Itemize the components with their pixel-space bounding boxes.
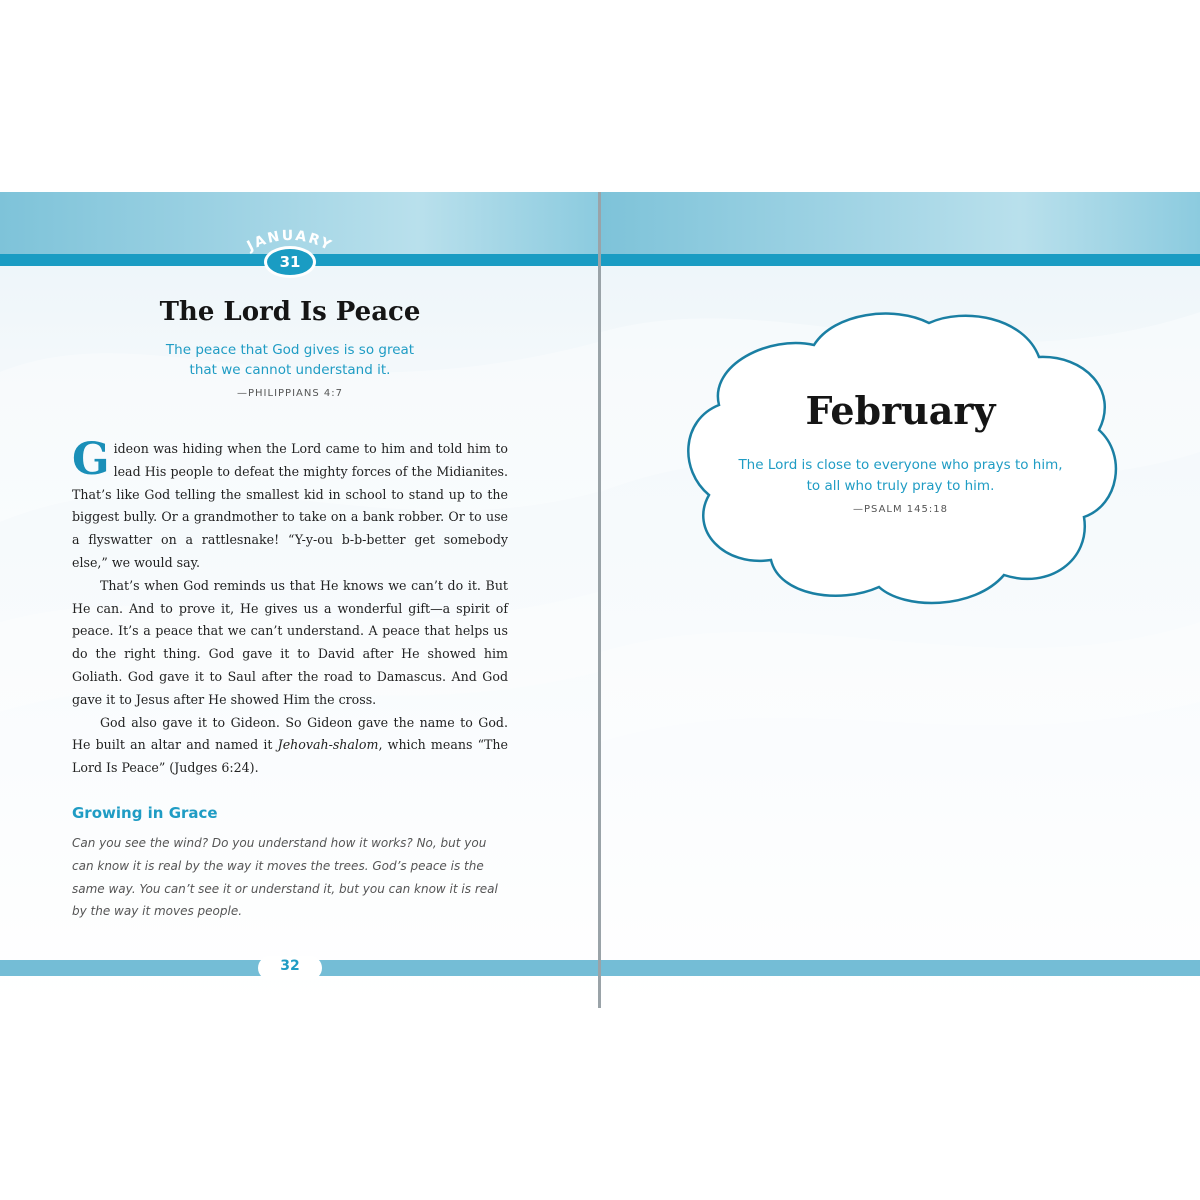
top-band bbox=[601, 192, 1200, 254]
month-verse-line-2: to all who truly pray to him. bbox=[806, 478, 995, 494]
paragraph-3 bbox=[72, 712, 508, 780]
bottom-rule bbox=[601, 960, 1200, 976]
paragraph-2: That’s when God reminds us that He knows we can’t do it. But He can. And to prove it, He gives us a wonderful gift—a spirit of peace. It’s a peace that we can’t understand. A peace that helps us do the right thing. God gave it to David after He showed him Goliath. God gave it to Saul after the road to Damascus. And God gave it to Jesus after He showed Him the cross. bbox=[72, 577, 508, 707]
growing-text: Can you see the wind? Do you understand how it works? No, but you can know it is real by the way it moves the trees. God’s peace is the same way. You can’t see it or understand it, but you can know it is real by the way it moves people. bbox=[72, 836, 498, 919]
paragraph-1 bbox=[72, 434, 508, 575]
devotion-body bbox=[72, 434, 508, 780]
month-verse-line-1: The Lord is close to everyone who prays to him, bbox=[738, 457, 1063, 473]
paragraph-1-text: ideon was hiding when the Lord came to him and told him to lead His people to defeat the mighty forces of the Midianites. That’s like God telling the smallest kid in school to stand up to the biggest bully. Or a grandmother to take on a bank robber. Or to use a flyswatter on a rattlesnake! “Y-y-ou b-b-better get somebody else,” we would say. bbox=[72, 441, 508, 570]
month-verse-reference: —PSALM 145:18 bbox=[853, 504, 948, 515]
left-page bbox=[0, 192, 598, 1008]
growing-heading: Growing in Grace bbox=[72, 804, 218, 822]
book-spread bbox=[0, 192, 1200, 1008]
devotion-title: The Lord Is Peace bbox=[159, 297, 421, 327]
month-title: February bbox=[805, 388, 996, 433]
paragraph-3-italic: Jehovah-shalom bbox=[277, 737, 379, 753]
paragraph-3-end: , which means “The Lord Is Peace” (Judges 6:24). bbox=[72, 737, 508, 776]
drop-cap: G bbox=[72, 434, 110, 485]
page-number: 32 bbox=[280, 958, 300, 974]
verse-reference: —PHILIPPIANS 4:7 bbox=[237, 388, 343, 399]
verse-line-2: that we cannot understand it. bbox=[189, 362, 391, 378]
top-rule bbox=[601, 254, 1200, 266]
svg-text:JANUARY: JANUARY bbox=[244, 227, 336, 255]
verse-line-1: The peace that God gives is so great bbox=[165, 342, 415, 358]
day-number: 31 bbox=[264, 246, 316, 278]
date-badge bbox=[230, 220, 350, 276]
right-page bbox=[601, 192, 1200, 1008]
paragraph-3-start: God also gave it to Gideon. So Gideon gave the name to God. He built an altar and named it bbox=[72, 714, 508, 753]
